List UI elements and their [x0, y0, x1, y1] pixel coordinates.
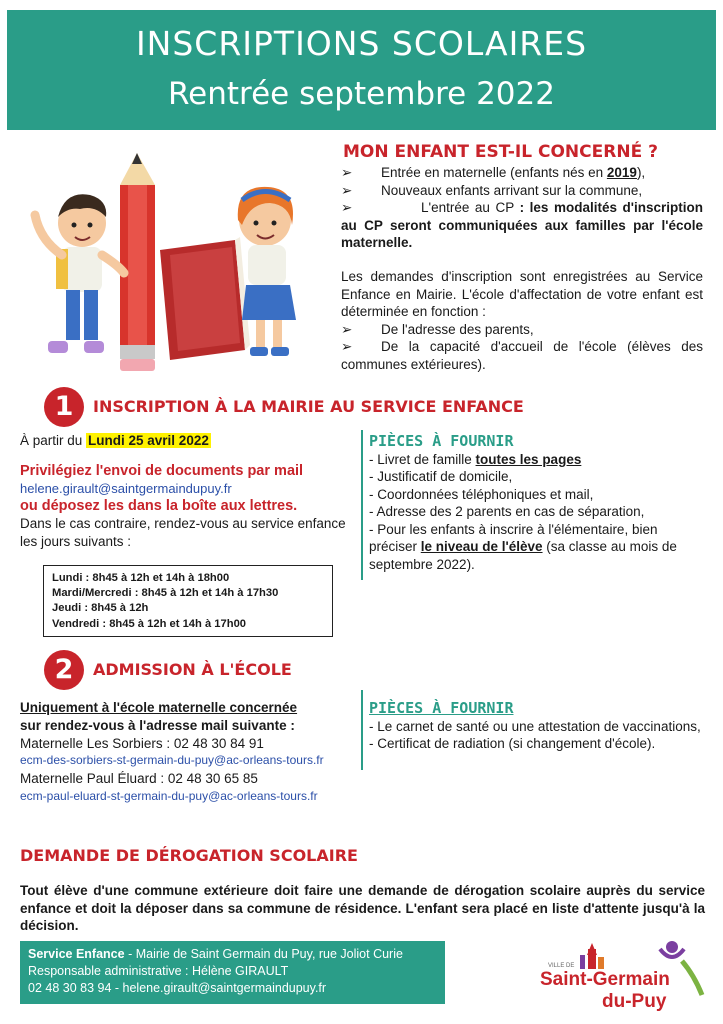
list-item: - Adresse des 2 parents en cas de séparation,	[369, 504, 645, 519]
pencil-illustration	[120, 153, 155, 371]
email-preference: Privilégiez l'envoi de documents par mail	[20, 462, 304, 479]
pieces-list-2	[369, 700, 709, 753]
page-subtitle: Rentrée septembre 2022	[168, 76, 555, 112]
arrow-bullet-icon: ➢	[341, 182, 353, 198]
admission-line-2: sur rendez-vous à l'adresse mail suivante :	[20, 717, 295, 733]
logo-line-2: du-Puy	[602, 991, 667, 1012]
arrow-bullet-icon: ➢	[341, 200, 353, 215]
hours-row: Mardi/Mercredi : 8h45 à 12h et 14h à 17h30	[52, 587, 279, 600]
page-title: INSCRIPTIONS SCOLAIRES	[135, 24, 588, 63]
pieces-title: PIÈCES À FOURNIR	[369, 432, 514, 450]
footer-address: - Mairie de Saint Germain du Puy, rue Joliot Curie	[124, 947, 403, 961]
section1-title: INSCRIPTION À LA MAIRIE AU SERVICE ENFANCE	[93, 397, 524, 416]
admission-info	[20, 699, 365, 806]
list-item: ➢ Nouveaux enfants arrivant sur la commune,	[341, 182, 643, 198]
hours-row: Vendredi : 8h45 à 12h et 14h à 17h00	[52, 617, 247, 630]
book-illustration	[160, 237, 250, 360]
mailbox-option: ou déposez les dans la boîte aux lettres.	[20, 498, 298, 514]
saint-germain-du-puy-logo	[532, 935, 708, 1015]
concerne-list	[341, 164, 703, 252]
list-item: - Justificatif de domicile,	[369, 469, 513, 484]
arrow-bullet-icon: ➢	[341, 339, 353, 354]
list-item: - Pour les enfants à inscrire à l'élémentaire, bien préciser le niveau de l'élève (sa classe au mois de septembre 2022).	[369, 521, 677, 572]
concerne-title: MON ENFANT EST-IL CONCERNÉ ?	[343, 142, 658, 162]
list-item: ➢ L'entrée au CP : les modalités d'inscription au CP seront communiquées aux familles par l'école maternelle.	[341, 200, 703, 250]
service-email-link[interactable]: helene.girault@saintgermaindupuy.fr	[20, 480, 232, 496]
sorbiers-email-link[interactable]: ecm-des-sorbiers-st-germain-du-puy@ac-orleans-tours.fr	[20, 753, 324, 768]
list-item: - Livret de famille toutes les pages	[369, 451, 582, 467]
inscription-info	[20, 432, 350, 550]
derogation-text: Tout élève d'une commune extérieure doit faire une demande de dérogation scolaire auprès du service enfance et doit la déposer dans sa commune de résidence. L'enfant sera placé en liste d'attente jusqu'à la décision.	[20, 883, 705, 933]
boy-illustration	[35, 194, 124, 353]
pieces-list-1	[369, 433, 709, 573]
hours-row: Lundi : 8h45 à 12h et 14h à 18h00	[52, 572, 230, 584]
list-item: - Coordonnées téléphoniques et mail,	[369, 486, 594, 502]
section2-title: ADMISSION À L'ÉCOLE	[93, 660, 292, 679]
footer-contact-line[interactable]: 02 48 30 83 94 - helene.girault@saintgermaindupuy.fr	[28, 981, 327, 995]
divider	[361, 690, 363, 770]
children-pencil-book-illustration	[20, 145, 320, 375]
arrow-bullet-icon: ➢	[341, 165, 353, 180]
birth-year: 2019	[606, 165, 637, 180]
hours-row: Jeudi : 8h45 à 12h	[52, 602, 149, 615]
opening-hours-box	[43, 565, 333, 637]
demandes-paragraph: Les demandes d'inscription sont enregistrées au Service Enfance en Mairie. L'école d'affectation de votre enfant est déterminée en fonction : ➢ De l'adresse des parents, ➢ De la capacité d'accueil de l'école (élèves des communes extérieures).	[341, 269, 703, 372]
eluard-email-link[interactable]: ecm-paul-eluard-st-germain-du-puy@ac-orleans-tours.fr	[20, 788, 318, 803]
footer-contact	[20, 941, 445, 1004]
arrow-bullet-icon: ➢	[341, 321, 353, 337]
start-date-highlight: Lundi 25 avril 2022	[88, 433, 209, 448]
header-banner	[7, 10, 716, 130]
list-item: - Certificat de radiation (si changement d'école).	[369, 736, 656, 751]
admission-line-1: Uniquement à l'école maternelle concernée	[20, 700, 298, 715]
section-number-2: 2	[44, 650, 84, 690]
list-item: ➢ De la capacité d'accueil de l'école (élèves des communes extérieures).	[341, 339, 703, 372]
footer-responsable: Responsable administrative : Hélène GIRAULT	[28, 964, 289, 978]
logo-prefix: VILLE DE	[548, 963, 575, 969]
logo-line-1: Saint-Germain	[540, 969, 670, 990]
divider	[361, 430, 363, 580]
pieces-title: PIÈCES À FOURNIR	[369, 699, 514, 717]
school-sorbiers: Maternelle Les Sorbiers : 02 48 30 84 91	[20, 735, 264, 751]
footer-service: Service Enfance	[28, 947, 125, 961]
school-eluard: Maternelle Paul Éluard : 02 48 30 65 85	[20, 771, 258, 787]
derogation-title: DEMANDE DE DÉROGATION SCOLAIRE	[20, 846, 358, 865]
else-text: Dans le cas contraire, rendez-vous au service enfance les jours suivants :	[20, 516, 346, 549]
section-number-1: 1	[44, 387, 84, 427]
list-item: ➢ Entrée en maternelle (enfants nés en 2019),	[341, 165, 646, 180]
list-item: - Le carnet de santé ou une attestation de vaccinations,	[369, 718, 701, 734]
list-item: ➢ De l'adresse des parents,	[341, 321, 534, 337]
start-date-line: À partir du Lundi 25 avril 2022	[20, 433, 209, 448]
